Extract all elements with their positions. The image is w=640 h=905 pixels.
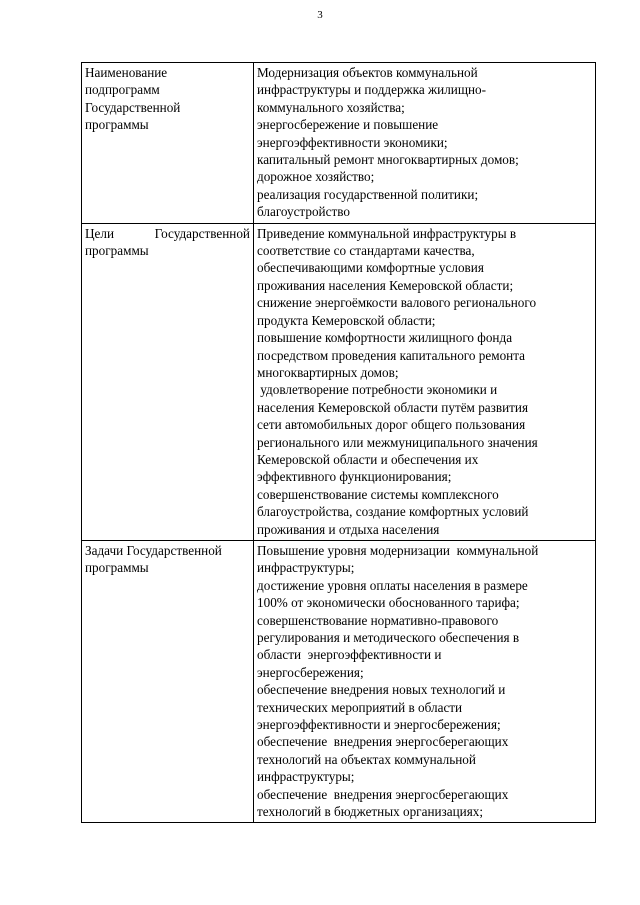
row-value-line: инфраструктуры и поддержка жилищно- <box>257 82 487 98</box>
row-value-line: благоустройство <box>257 204 350 220</box>
table-row-goals <box>82 223 596 540</box>
row-value-cell <box>254 540 596 823</box>
row-value-line: совершенствование системы комплексного <box>257 486 499 502</box>
program-passport-table <box>81 62 596 823</box>
row-value-line: Повышение уровня модернизации коммунальной <box>257 542 539 558</box>
row-value-line: снижение энергоёмкости валового регионального <box>257 295 537 311</box>
row-label-line: Цели Государственной <box>85 225 250 241</box>
row-value-line: проживания и отдыха населения <box>257 521 440 537</box>
row-value-line: Модернизация объектов коммунальной <box>257 65 478 80</box>
row-value-line: коммунального хозяйства; <box>257 99 405 115</box>
row-value-line: технических мероприятий в области <box>257 699 463 715</box>
row-value-line: инфраструктуры; <box>257 769 355 785</box>
row-value-line: достижение уровня оплаты населения в размере <box>257 577 528 593</box>
row-value-line: благоустройства, создание комфортных условий <box>257 504 529 520</box>
row-value-line: сети автомобильных дорог общего пользования <box>257 417 526 433</box>
table-row-subprograms <box>82 63 596 224</box>
row-value-line: обеспечивающими комфортные условия <box>257 260 484 276</box>
row-value-line: 100% от экономически обоснованного тарифа; <box>257 595 520 611</box>
row-value-line: обеспечение внедрения энергосберегающих <box>257 786 509 802</box>
row-label-line: программы <box>85 560 149 576</box>
row-value-line: реализация государственной политики; <box>257 186 479 202</box>
row-value-line: энергосбережение и повышение <box>257 117 439 133</box>
row-value-line: многоквартирных домов; <box>257 364 399 380</box>
row-value-line: регулирования и методического обеспечения в <box>257 630 520 645</box>
row-value-line: обеспечение внедрения новых технологий и <box>257 682 506 698</box>
row-label-line: Государственной <box>85 99 181 115</box>
row-value-line: энергоэффективности и энергосбережения; <box>257 717 501 733</box>
row-value-line: капитальный ремонт многоквартирных домов; <box>257 152 519 168</box>
row-value-line: совершенствование нормативно-правового <box>257 612 499 628</box>
row-label-cell <box>82 540 254 823</box>
row-value-cell <box>254 223 596 540</box>
row-value-line: энергоэффективности экономики; <box>257 134 448 150</box>
row-label-line: подпрограмм <box>85 82 160 98</box>
row-value-line: удовлетворение потребности экономики и <box>257 382 498 398</box>
row-value-line: посредством проведения капитального ремонта <box>257 347 525 363</box>
row-label-line: Наименование <box>85 65 168 80</box>
row-value-line: энергосбережения; <box>257 664 364 680</box>
row-value-line: технологий на объектах коммунальной <box>257 751 476 767</box>
row-value-line: инфраструктуры; <box>257 560 355 576</box>
row-value-line: Кемеровской области и обеспечения их <box>257 451 479 467</box>
row-label-cell <box>82 223 254 540</box>
row-label-cell <box>82 63 254 224</box>
row-label-line: программы <box>85 117 149 133</box>
row-value-line: соответствие со стандартами качества, <box>257 243 475 259</box>
row-value-line: повышение комфортности жилищного фонда <box>257 330 513 346</box>
row-value-line: дорожное хозяйство; <box>257 169 375 185</box>
row-value-cell <box>254 63 596 224</box>
row-value-line: продукта Кемеровской области; <box>257 312 436 328</box>
row-value-line: обеспечение внедрения энергосберегающих <box>257 734 509 750</box>
row-value-line: регионального или межмуниципального значения <box>257 434 538 450</box>
row-value-line: населения Кемеровской области путём развития <box>257 399 529 415</box>
row-value-line: области энергоэффективности и <box>257 647 442 663</box>
page-number: 3 <box>317 9 323 21</box>
row-label-line: программы <box>85 243 149 259</box>
row-value-line: проживания населения Кемеровской области; <box>257 277 514 293</box>
row-value-line: Приведение коммунальной инфраструктуры в <box>257 225 517 241</box>
row-label-line: Задачи Государственной <box>85 542 222 558</box>
table-row-tasks <box>82 540 596 823</box>
row-value-line: эффективного функционирования; <box>257 469 452 485</box>
row-value-line: технологий в бюджетных организациях; <box>257 804 484 820</box>
